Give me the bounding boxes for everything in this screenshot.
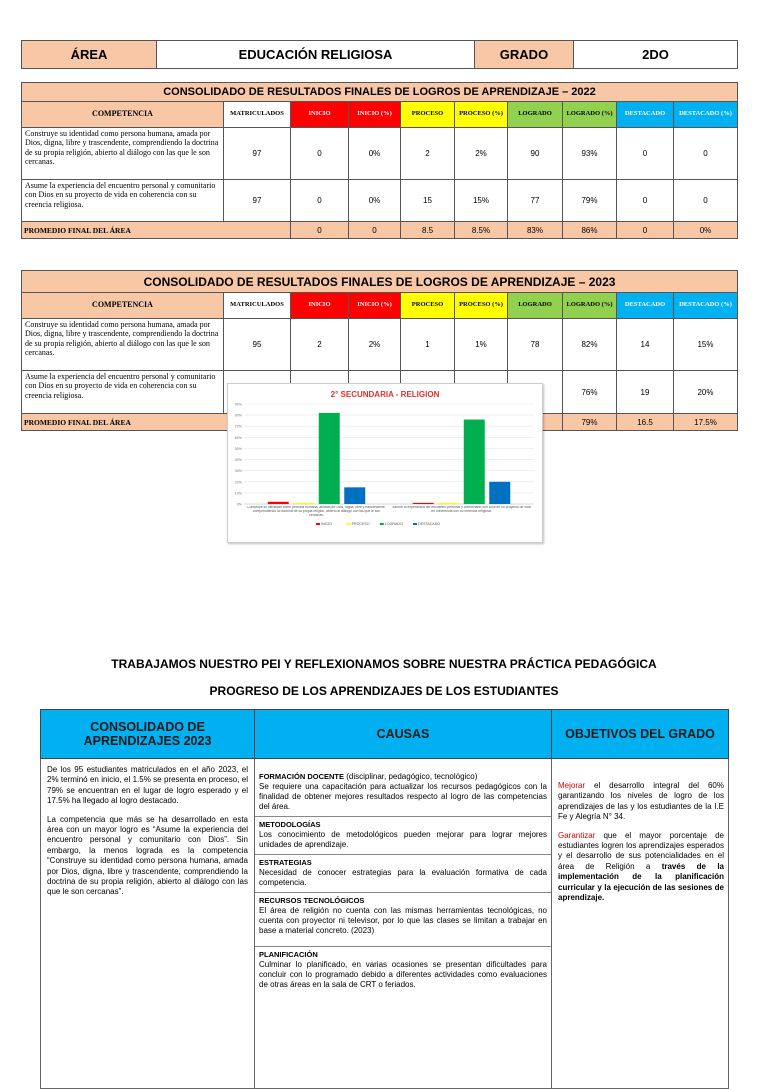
table-cell: 97 (224, 180, 291, 222)
chart-y-tick: 30% (234, 469, 242, 474)
chart-legend-label: LOGRADO (384, 522, 403, 526)
col-destacado: DESTACADO (617, 102, 674, 128)
table-cell: 0 (291, 180, 349, 222)
table-title-2023: CONSOLIDADO DE RESULTADOS FINALES DE LOGROS DE APRENDIZAJE – 2023 (22, 271, 738, 293)
results-table-2022 (21, 82, 738, 239)
table-cell: 8.5% (455, 222, 508, 239)
col-destacado-pct: DESTACADO (%) (674, 293, 738, 319)
table-cell: 14 (617, 319, 674, 371)
objective-verb: Mejorar (558, 781, 586, 790)
objective-verb: Garantizar (558, 830, 596, 840)
chart-legend-swatch (316, 523, 320, 525)
objetivos-header: OBJETIVOS DEL GRADO (552, 710, 729, 759)
cause-item (255, 855, 551, 893)
cause-text: El área de religión no cuenta con las mismas herramientas tecnológicas, no cuenta con proyector ni televisor, por lo que las clases se limitan a trabajar en base a material concreto. (2023) (259, 906, 547, 935)
table-cell: 1 (401, 319, 455, 371)
table-cell: 17.5% (674, 414, 738, 431)
table-cell: 0 (674, 128, 738, 180)
col-logrado-pct: LOGRADO (%) (563, 293, 617, 319)
causas-header: CAUSAS (255, 710, 552, 759)
table-cell: 95 (224, 319, 291, 371)
table-cell: 2% (349, 319, 401, 371)
table-cell: 0 (617, 128, 674, 180)
objective-text: el desarrollo integral del 60% garantizando los niveles de logro de los aprendizajes de las y los estudiantes de la I.E Fe y Alegría N° 34. (558, 781, 724, 822)
cause-text: Los conocimiento de metodológicos pueden mejorar para lograr mejores unidades de aprendizaje. (259, 830, 547, 849)
table-cell: 20% (674, 371, 738, 414)
table-cell: 2 (291, 319, 349, 371)
causas-cell (255, 759, 552, 1089)
col-competencia: COMPETENCIA (22, 102, 224, 128)
header-table (21, 40, 738, 69)
table-cell: 0 (349, 222, 401, 239)
average-label: PROMEDIO FINAL DEL ÁREA (22, 222, 291, 239)
table-cell: 19 (617, 371, 674, 414)
chart-bar-logrado (464, 420, 485, 504)
table-cell: 1% (455, 319, 508, 371)
cause-text: Se requiere una capacitación para actualizar los recursos pedagógicos con la finalidad de obtener mejores resultados respecto al logro de las competencias del área. (259, 782, 547, 811)
table-cell: 93% (563, 128, 617, 180)
col-destacado-pct: DESTACADO (%) (674, 102, 738, 128)
col-inicio: INICIO (291, 102, 349, 128)
section-subheading: PROGRESO DE LOS APRENDIZAJES DE LOS ESTUDIANTES (209, 684, 559, 698)
table-cell: 0 (291, 222, 349, 239)
chart-x-tick: Asume la experiencia del encuentro personal y comunitario con Dios en su proyecto de vida en coherencia con su creencia religiosa. (392, 506, 531, 513)
chart-legend-swatch (347, 523, 351, 525)
cause-suffix: (disciplinar, pedagógico, tecnológico) (344, 772, 478, 781)
chart-legend-swatch (380, 523, 384, 525)
chart-bar-inicio (268, 502, 289, 504)
table-row (22, 128, 738, 180)
chart-y-tick: 40% (234, 458, 242, 463)
chart-y-tick: 0% (236, 502, 242, 507)
table-cell: 15% (455, 180, 508, 222)
col-inicio-pct: INICIO (%) (349, 102, 401, 128)
cause-item (255, 769, 551, 817)
objective-text: que el mayor porcentaje de estudiantes logren los aprendizajes esperados y el desarrollo de sus potencialidades en el área de Religión a (558, 830, 724, 871)
chart-bar-inicio (413, 503, 434, 504)
col-destacado: DESTACADO (617, 293, 674, 319)
cause-item (255, 947, 551, 994)
cause-text: Culminar lo planificado, en varias ocasiones se presentan dificultades para concluir con lo programado debido a diferentes actividades como evaluaciones de otras áreas en la sala de CRT o feriados. (259, 960, 547, 989)
chart-y-tick: 90% (234, 402, 242, 407)
chart-x-tick: Construye su identidad como persona humana, amada por Dios, digna, libre y trascendente, comprendiendo la doctrina de su propia religión, abierto al diálogo con las que le son cercanas. (247, 506, 386, 517)
objective-bold-text: través de la implementación de la planificación curricular y la ejecución de las sesiones de aprendizaje. (558, 861, 725, 902)
chart-y-tick: 70% (234, 424, 242, 429)
col-logrado: LOGRADO (508, 293, 563, 319)
table-title-2022: CONSOLIDADO DE RESULTADOS FINALES DE LOGROS DE APRENDIZAJE – 2022 (22, 83, 738, 102)
table-cell: 90 (508, 128, 563, 180)
chart-title: 2° SECUNDARIA - RELIGION (330, 390, 440, 399)
table-cell: 77 (508, 180, 563, 222)
col-inicio: INICIO (291, 293, 349, 319)
col-logrado: LOGRADO (508, 102, 563, 128)
col-proceso: PROCESO (401, 293, 455, 319)
consolidado-cell (41, 759, 255, 1089)
bar-chart (227, 383, 543, 543)
objective-item (558, 781, 724, 823)
consolidado-paragraph: De los 95 estudiantes matriculados en el año 2023, el 2% terminó en inicio, el 1.5% se presenta en proceso, el 79% se encuentran en el lugar de logro esperado y el 17.5% ha llegado al logro destacado. (47, 765, 248, 806)
consolidado-header: CONSOLIDADO DE APRENDIZAJES 2023 (41, 710, 255, 759)
col-proceso-pct: PROCESO (%) (455, 293, 508, 319)
chart-bar-destacado (344, 487, 365, 504)
col-logrado-pct: LOGRADO (%) (563, 102, 617, 128)
average-row (22, 222, 738, 239)
table-cell: 79% (563, 414, 617, 431)
table-cell: 78 (508, 319, 563, 371)
cause-text: Necesidad de conocer estrategias para la evaluación formativa de cada competencia. (259, 868, 547, 887)
section-heading: TRABAJAMOS NUESTRO PEI Y REFLEXIONAMOS SOBRE NUESTRA PRÁCTICA PEDAGÓGICA (111, 657, 657, 671)
col-matriculados: MATRICULADOS (224, 102, 291, 128)
chart-bar-proceso (293, 503, 314, 504)
chart-legend-label: INICIO (321, 522, 332, 526)
average-label: PROMEDIO FINAL DEL ÁREA (22, 414, 291, 431)
table-cell: 83% (508, 222, 563, 239)
table-row (22, 180, 738, 222)
cause-item (255, 817, 551, 855)
table-cell: 76% (563, 371, 617, 414)
table-cell: 0% (674, 222, 738, 239)
chart-y-tick: 60% (234, 435, 242, 440)
table-cell: 86% (563, 222, 617, 239)
area-value: EDUCACIÓN RELIGIOSA (157, 41, 475, 69)
competencia-cell: Asume la experiencia del encuentro personal y comunitario con Dios en su proyecto de vida en coherencia con su creencia religiosa. (22, 371, 224, 414)
col-proceso-pct: PROCESO (%) (455, 102, 508, 128)
table-cell: 82% (563, 319, 617, 371)
cause-title: FORMACIÓN DOCENTE (259, 772, 344, 781)
chart-y-tick: 10% (234, 491, 242, 496)
chart-bar-logrado (319, 413, 340, 504)
chart-y-tick: 20% (234, 480, 242, 485)
table-cell: 97 (224, 128, 291, 180)
cause-title: ESTRATEGIAS (259, 858, 312, 867)
competencia-cell: Construye su identidad como persona humana, amada por Dios, digna, libre y trascendente, comprendiendo la doctrina de su propia religión, abierto al diálogo con las que le son cercanas. (22, 128, 224, 180)
table-cell: 0 (617, 180, 674, 222)
chart-y-tick: 80% (234, 413, 242, 418)
objective-item (558, 831, 724, 904)
chart-bar-destacado (489, 482, 510, 504)
col-matriculados: MATRICULADOS (224, 293, 291, 319)
table-cell: 0% (349, 180, 401, 222)
chart-legend-label: PROCESO (351, 522, 370, 526)
table-cell: 0 (617, 222, 674, 239)
table-cell: 8.5 (401, 222, 455, 239)
objetivos-cell (552, 759, 729, 1089)
competencia-cell: Asume la experiencia del encuentro personal y comunitario con Dios en su proyecto de vida en coherencia con su creencia religiosa. (22, 180, 224, 222)
grade-label: GRADO (475, 41, 574, 69)
table-cell: 0 (674, 180, 738, 222)
cause-title: METODOLOGÍAS (259, 820, 321, 829)
cause-item (255, 893, 551, 947)
table-cell: 15 (401, 180, 455, 222)
progress-table (40, 709, 729, 1089)
table-cell: 2% (455, 128, 508, 180)
chart-bar-proceso (438, 503, 459, 504)
col-inicio-pct: INICIO (%) (349, 293, 401, 319)
table-cell: 2 (401, 128, 455, 180)
table-cell: 0 (291, 128, 349, 180)
cause-title: PLANIFICACIÓN (259, 950, 318, 959)
chart-legend-label: DESTACADO (418, 522, 441, 526)
cause-title: RECURSOS TECNOLÓGICOS (259, 896, 365, 905)
chart-legend-swatch (413, 523, 417, 525)
table-cell: 79% (563, 180, 617, 222)
col-proceso: PROCESO (401, 102, 455, 128)
table-row (22, 319, 738, 371)
competencia-cell: Construye su identidad como persona humana, amada por Dios, digna, libre y trascendente, comprendiendo la doctrina de su propia religión, abierto al diálogo con las que le son cercanas. (22, 319, 224, 371)
col-competencia: COMPETENCIA (22, 293, 224, 319)
consolidado-paragraph: La competencia que más se ha desarrollado en esta área con un mayor logro es “Asume la experiencia del encuentro personal y comunitario con Dios”. Sin embargo, la menos lograda es la competencia “Construye su identidad como persona humana, amada por Dios, digna, libre y trascendente, comprendiendo la doctrina de su propia religión, abierto al diálogo con las que le son cercanas”. (47, 814, 248, 897)
grade-value: 2DO (574, 41, 738, 69)
table-cell: 0% (349, 128, 401, 180)
area-label: ÁREA (22, 41, 157, 69)
chart-y-tick: 50% (234, 446, 242, 451)
table-cell: 15% (674, 319, 738, 371)
chart-canvas (228, 384, 542, 542)
table-cell: 16.5 (617, 414, 674, 431)
